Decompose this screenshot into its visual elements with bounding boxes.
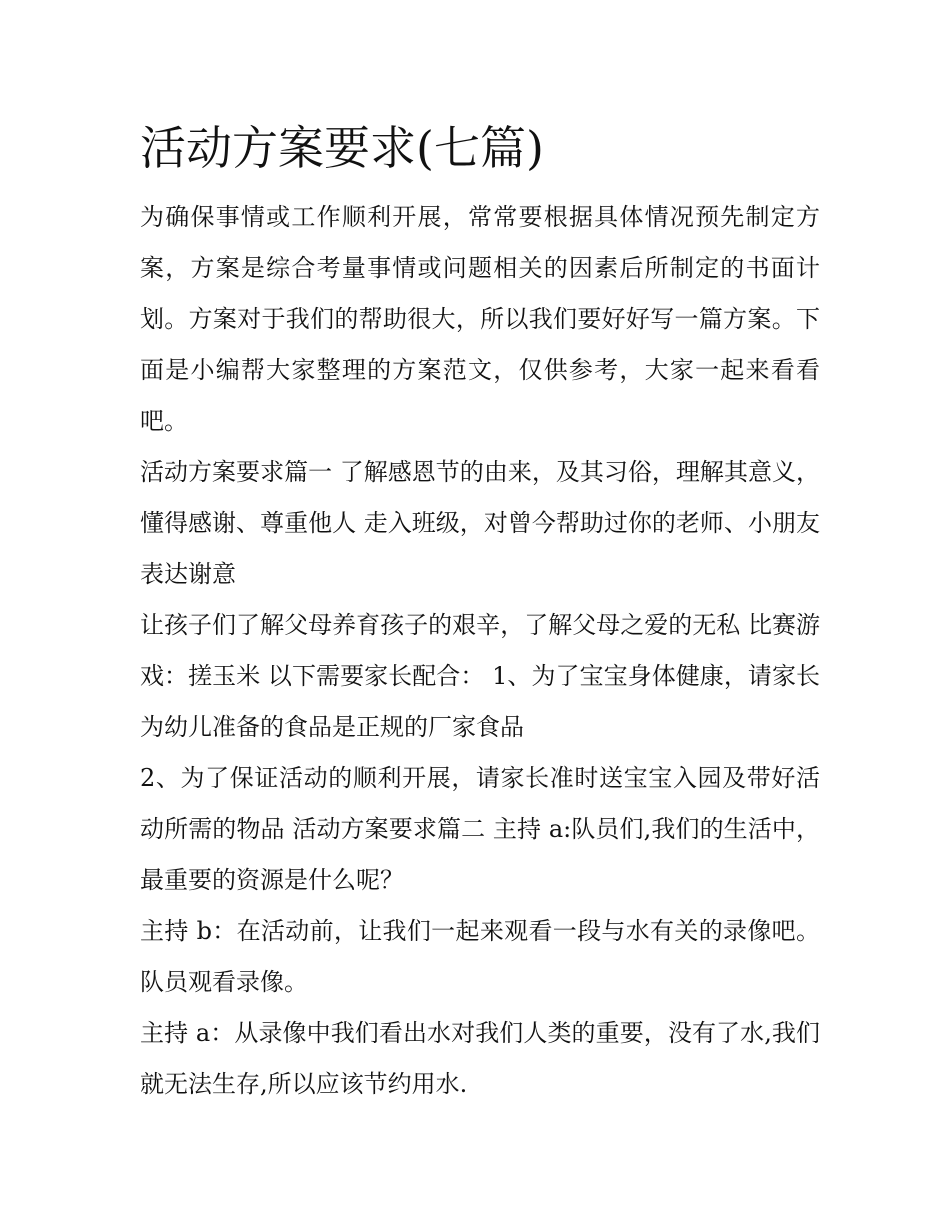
document-title: 活动方案要求(七篇) xyxy=(140,121,544,175)
document-page xyxy=(140,108,820,1110)
paragraph-5: 主持 a：从录像中我们看出水对我们人类的重要，没有了水,我们就无法生存,所以应该节约用水. xyxy=(140,1019,820,1098)
paragraph-4: 主持 b：在活动前，让我们一起来观看一段与水有关的录像吧。 队员观看录像。 xyxy=(140,917,820,996)
document-body xyxy=(140,192,820,1110)
paragraph-1: 活动方案要求篇一 了解感恩节的由来，及其习俗，理解其意义，懂得感谢、尊重他人 走入班级，对曾今帮助过你的老师、小朋友表达谢意 xyxy=(140,458,820,588)
paragraph-3: 2、为了保证活动的顺利开展，请家长准时送宝宝入园及带好活动所需的物品 活动方案要求篇二 主持 a:队员们,我们的生活中，最重要的资源是什么呢？ xyxy=(140,764,820,894)
paragraph-intro: 为确保事情或工作顺利开展，常常要根据具体情况预先制定方案，方案是综合考量事情或问题相关的因素后所制定的书面计划。方案对于我们的帮助很大，所以我们要好好写一篇方案。下面是小编帮大家整理的方案范文，仅供参考，大家一起来看看吧。 xyxy=(140,203,820,435)
paragraph-2: 让孩子们了解父母养育孩子的艰辛，了解父母之爱的无私 比赛游戏：搓玉米 以下需要家长配合： 1、为了宝宝身体健康，请家长为幼儿准备的食品是正规的厂家食品 xyxy=(140,611,820,741)
